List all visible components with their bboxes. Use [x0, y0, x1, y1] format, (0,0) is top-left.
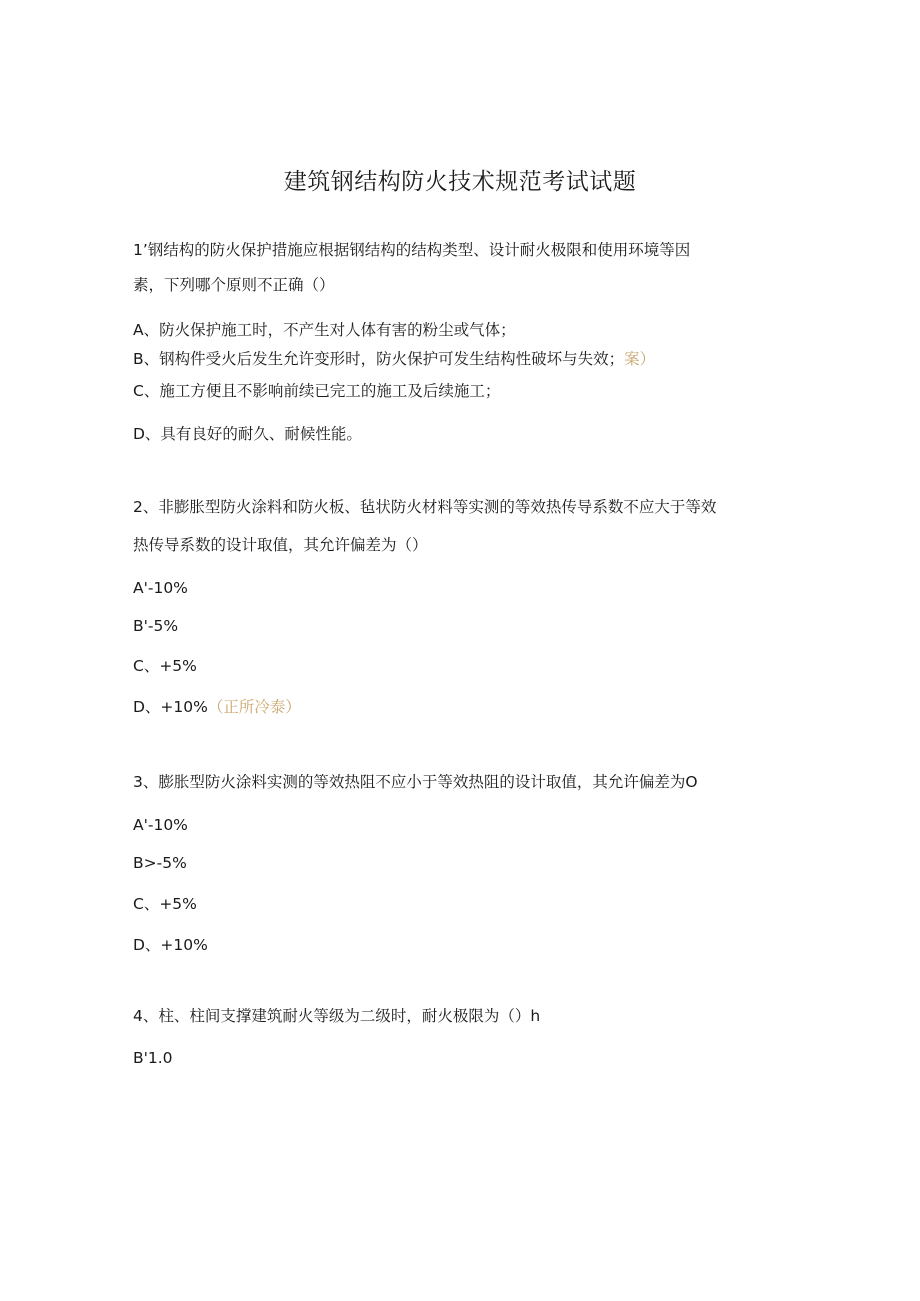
question-3-option-d: D、+10% — [133, 936, 208, 954]
question-3-option-c: C、+5% — [133, 895, 197, 913]
question-3-option-a: A'-10% — [133, 816, 188, 834]
option-text: B、钢构件受火后发生允许变形时，防火保护可发生结构性破坏与失效； — [133, 350, 625, 368]
document-title: 建筑钢结构防火技术规范考试试题 — [283, 169, 637, 195]
question-1-option-b — [133, 347, 655, 371]
question-4-stem: 4、柱、柱间支撑建筑耐火等级为二级时，耐火极限为（）h — [133, 1007, 541, 1025]
question-2-option-a: A'-10% — [133, 579, 188, 597]
answer-mark: （正所冷泰） — [207, 698, 301, 716]
question-2-stem-line-2: 热传导系数的设计取值，其允许偏差为（） — [133, 536, 428, 554]
question-2-option-d — [133, 695, 301, 719]
question-3-stem: 3、膨胀型防火涂料实测的等效热阻不应小于等效热阻的设计取值，其允许偏差为O — [133, 773, 698, 791]
answer-mark: 案） — [624, 350, 656, 368]
question-1-stem-line-1: 1’钢结构的防火保护措施应根据钢结构的结构类型、设计耐火极限和使用环境等因 — [133, 241, 691, 259]
question-1-stem-line-2: 素，下列哪个原则不正确（） — [133, 276, 335, 294]
question-2-stem-line-1: 2、非膨胀型防火涂料和防火板、毡状防火材料等实测的等效热传导系数不应大于等效 — [133, 498, 717, 516]
question-2-option-c: C、+5% — [133, 657, 197, 675]
question-1-option-a: A、防火保护施工时，不产生对人体有害的粉尘或气体； — [133, 321, 516, 339]
question-4-option-b: B'1.0 — [133, 1049, 173, 1067]
option-text: D、+10% — [133, 698, 208, 716]
question-1-option-c: C、施工方便且不影响前续已完工的施工及后续施工； — [133, 382, 501, 400]
question-1-option-d: D、具有良好的耐久、耐候性能。 — [133, 425, 362, 443]
question-3-option-b: B>-5% — [133, 854, 187, 872]
question-2-option-b: B'-5% — [133, 617, 179, 635]
